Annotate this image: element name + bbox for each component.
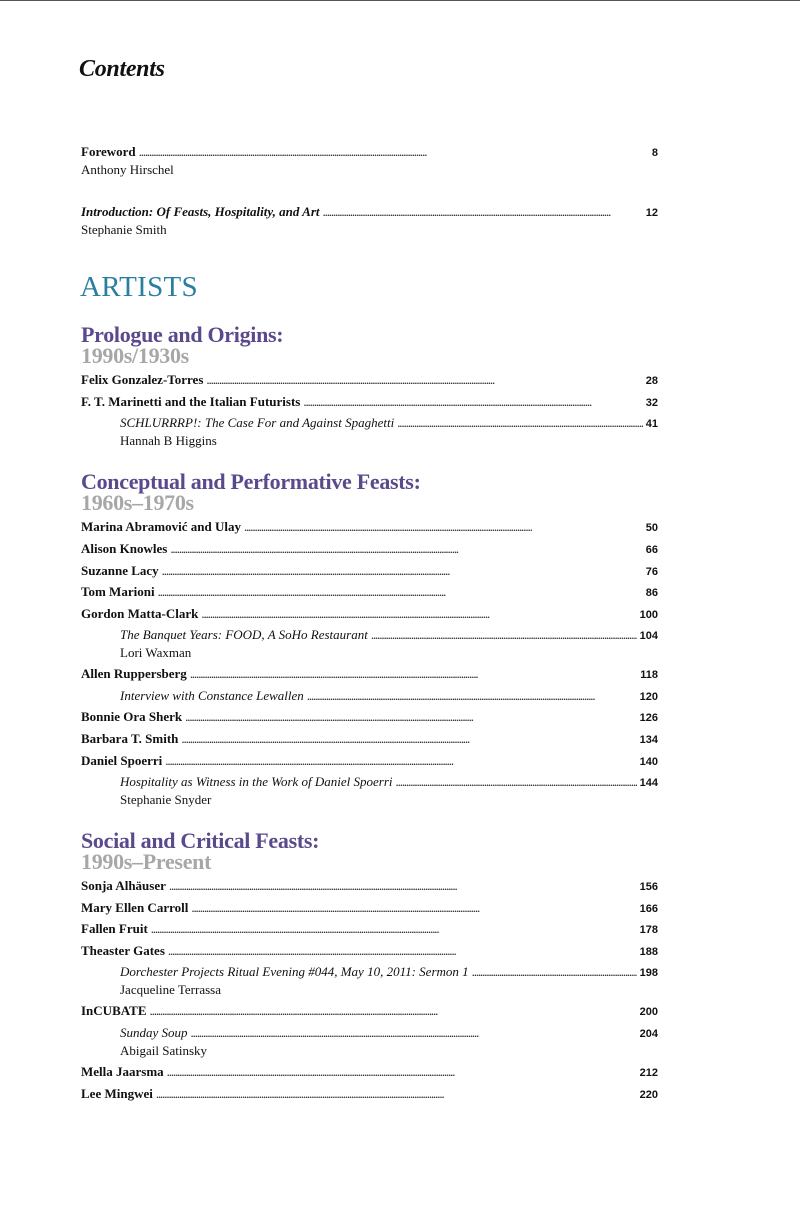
dot-leader bbox=[181, 731, 636, 747]
page-number: 144 bbox=[639, 777, 658, 789]
entry-title: Marina Abramović and Ulay bbox=[81, 519, 241, 534]
page-number: 86 bbox=[645, 587, 658, 599]
entry-author: Stephanie Smith bbox=[81, 222, 167, 237]
toc-subentry[interactable] bbox=[120, 774, 658, 791]
page-title: Contents bbox=[79, 56, 165, 82]
entry-title: Barbara T. Smith bbox=[81, 731, 179, 746]
dot-leader bbox=[191, 900, 636, 916]
entry-title: Suzanne Lacy bbox=[81, 563, 159, 578]
section-era: 1990s–Present bbox=[81, 849, 212, 874]
page-number: 118 bbox=[640, 669, 658, 681]
entry-title: Dorchester Projects Ritual Evening #044, May 10, 2011: Sermon 1 bbox=[120, 964, 469, 979]
page-number: 126 bbox=[639, 712, 658, 724]
toc-entry[interactable] bbox=[81, 900, 658, 917]
toc-subentry[interactable] bbox=[120, 415, 658, 432]
toc-subentry[interactable] bbox=[120, 627, 658, 644]
section-era: 1960s–1970s bbox=[81, 490, 194, 515]
page-number: 32 bbox=[645, 397, 658, 409]
page-number: 134 bbox=[639, 734, 658, 746]
dot-leader bbox=[156, 1086, 637, 1102]
page-number: 41 bbox=[645, 418, 658, 430]
entry-title: Felix Gonzalez-Torres bbox=[81, 372, 204, 387]
entry-title: Lee Mingwei bbox=[81, 1086, 153, 1101]
page-number: 28 bbox=[645, 375, 658, 387]
entry-author: Stephanie Snyder bbox=[120, 792, 212, 807]
dot-leader bbox=[206, 372, 642, 388]
section-title: Social and Critical Feasts: bbox=[81, 828, 320, 853]
entry-title: SCHLURRRP!: The Case For and Against Spaghetti bbox=[120, 415, 395, 430]
entry-title: Tom Marioni bbox=[81, 584, 155, 599]
toc-entry[interactable] bbox=[81, 584, 658, 601]
dot-leader bbox=[170, 541, 642, 557]
dot-leader bbox=[169, 878, 637, 894]
page-number: 204 bbox=[639, 1028, 658, 1040]
entry-title: Alison Knowles bbox=[81, 541, 168, 556]
dot-leader bbox=[162, 563, 643, 579]
page-number: 212 bbox=[639, 1067, 658, 1079]
entry-title: Introduction: Of Feasts, Hospitality, and Art bbox=[81, 204, 320, 219]
toc-entry[interactable] bbox=[81, 1064, 658, 1081]
page-number: 140 bbox=[639, 756, 658, 768]
entry-title: Mary Ellen Carroll bbox=[81, 900, 189, 915]
dot-leader bbox=[165, 753, 636, 769]
page-number: 120 bbox=[639, 691, 658, 703]
entry-title: Gordon Matta-Clark bbox=[81, 606, 199, 621]
section-title: Conceptual and Performative Feasts: bbox=[81, 469, 421, 494]
dot-leader bbox=[371, 627, 637, 643]
section-title: Prologue and Origins: bbox=[81, 322, 284, 347]
page-number: 50 bbox=[645, 522, 658, 534]
dot-leader bbox=[190, 666, 637, 682]
page-number: 220 bbox=[639, 1089, 658, 1101]
toc-entry[interactable] bbox=[81, 878, 658, 895]
toc-entry[interactable] bbox=[81, 921, 658, 938]
toc-entry[interactable] bbox=[81, 943, 658, 960]
page-number: 166 bbox=[639, 903, 658, 915]
toc-subentry[interactable] bbox=[120, 964, 658, 981]
dot-leader bbox=[167, 1064, 637, 1080]
entry-title: Hospitality as Witness in the Work of Daniel Spoerri bbox=[120, 774, 393, 789]
entry-title: Foreword bbox=[81, 144, 136, 159]
page-number: 100 bbox=[639, 609, 658, 621]
entry-title: Allen Ruppersberg bbox=[81, 666, 187, 681]
entry-title: The Banquet Years: FOOD, A SoHo Restaurant bbox=[120, 627, 368, 642]
entry-title: Theaster Gates bbox=[81, 943, 165, 958]
page-number: 198 bbox=[639, 967, 658, 979]
dot-leader bbox=[201, 606, 636, 622]
page-number: 200 bbox=[639, 1006, 658, 1018]
entry-title: InCUBATE bbox=[81, 1003, 147, 1018]
toc-entry[interactable] bbox=[81, 731, 658, 748]
toc-entry[interactable] bbox=[81, 372, 658, 389]
entry-title: Sunday Soup bbox=[120, 1025, 188, 1040]
entry-title: Sonja Alhäuser bbox=[81, 878, 166, 893]
toc-entry-introduction[interactable] bbox=[81, 204, 658, 221]
top-border bbox=[0, 0, 800, 1]
toc-entry[interactable] bbox=[81, 1003, 658, 1020]
dot-leader bbox=[150, 1003, 637, 1019]
section-era: 1990s/1930s bbox=[81, 343, 189, 368]
dot-leader bbox=[191, 1025, 637, 1041]
page-number: 66 bbox=[645, 544, 658, 556]
dot-leader bbox=[158, 584, 643, 600]
toc-entry[interactable] bbox=[81, 394, 658, 411]
toc-entry[interactable] bbox=[81, 541, 658, 558]
dot-leader bbox=[472, 964, 637, 980]
toc-subentry[interactable] bbox=[120, 1025, 658, 1042]
entry-author: Abigail Satinsky bbox=[120, 1043, 208, 1058]
entry-author: Jacqueline Terrassa bbox=[120, 982, 221, 997]
dot-leader bbox=[139, 144, 649, 160]
toc-entry[interactable] bbox=[81, 753, 658, 770]
entry-author: Lori Waxman bbox=[120, 645, 192, 660]
page-number: 76 bbox=[645, 566, 658, 578]
artists-heading: ARTISTS bbox=[80, 271, 198, 303]
dot-leader bbox=[397, 415, 643, 431]
dot-leader bbox=[185, 709, 637, 725]
page-number: 12 bbox=[645, 207, 658, 219]
toc-entry[interactable] bbox=[81, 1086, 658, 1103]
entry-title: Fallen Fruit bbox=[81, 921, 148, 936]
toc-entry[interactable] bbox=[81, 519, 658, 536]
dot-leader bbox=[396, 774, 637, 790]
page-number: 8 bbox=[651, 147, 658, 159]
toc-entry-foreword[interactable] bbox=[81, 144, 658, 161]
entry-title: F. T. Marinetti and the Italian Futurists bbox=[81, 394, 301, 409]
entry-author: Hannah B Higgins bbox=[120, 433, 217, 448]
page-number: 178 bbox=[639, 924, 658, 936]
entry-title: Mella Jaarsma bbox=[81, 1064, 164, 1079]
dot-leader bbox=[323, 204, 643, 220]
toc-entry[interactable] bbox=[81, 563, 658, 580]
toc-entry[interactable] bbox=[81, 666, 658, 683]
dot-leader bbox=[303, 394, 642, 410]
dot-leader bbox=[244, 519, 643, 535]
dot-leader bbox=[151, 921, 637, 937]
page-number: 104 bbox=[639, 630, 658, 642]
toc-entry[interactable] bbox=[81, 606, 658, 623]
toc-entry[interactable] bbox=[81, 709, 658, 726]
dot-leader bbox=[307, 688, 637, 704]
toc-subentry[interactable] bbox=[120, 688, 658, 705]
entry-title: Bonnie Ora Sherk bbox=[81, 709, 183, 724]
page-number: 188 bbox=[639, 946, 658, 958]
entry-title: Interview with Constance Lewallen bbox=[120, 688, 304, 703]
entry-author: Anthony Hirschel bbox=[81, 162, 174, 177]
dot-leader bbox=[168, 943, 637, 959]
entry-title: Daniel Spoerri bbox=[81, 753, 163, 768]
page-number: 156 bbox=[639, 881, 658, 893]
